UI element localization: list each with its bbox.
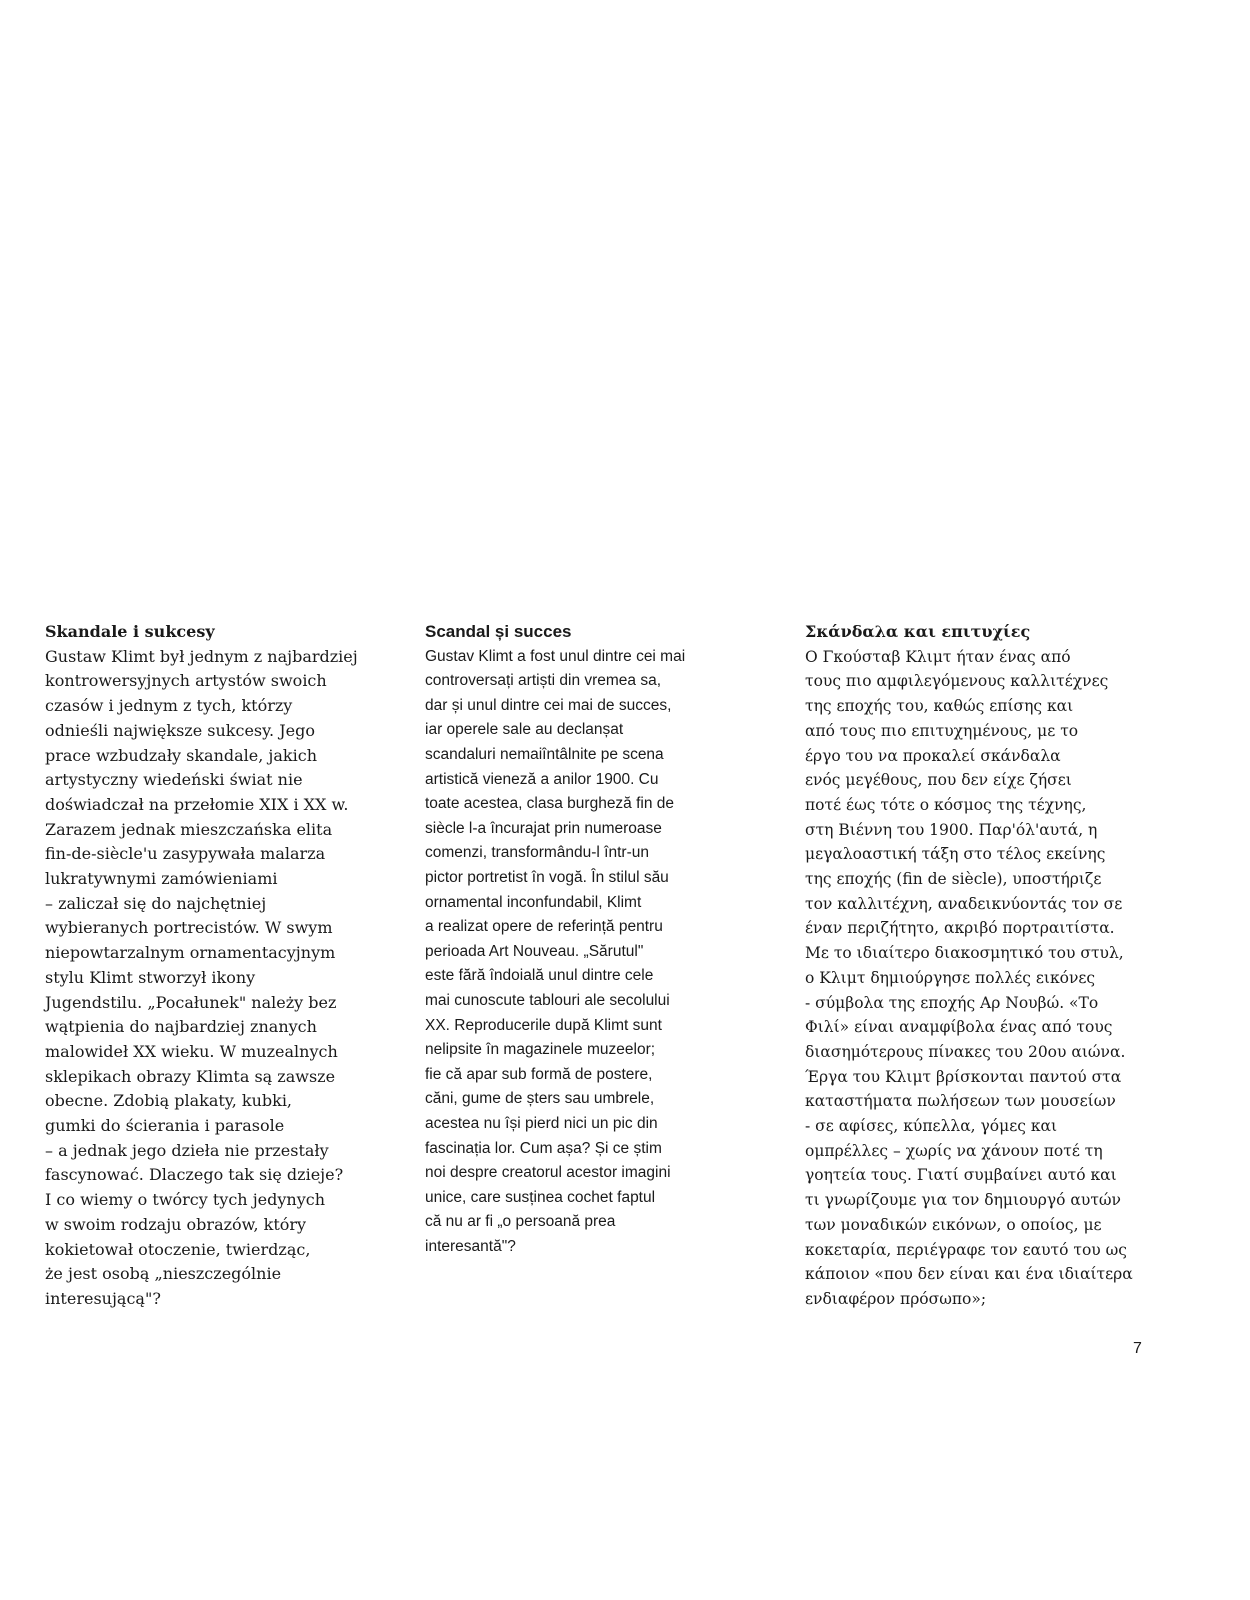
text-line: interesantă"?	[425, 1237, 516, 1255]
text-line: fie că apar sub formă de postere,	[425, 1065, 653, 1083]
text-line: ομπρέλλες – χωρίς να χάνουν ποτέ τη	[805, 1141, 1103, 1160]
body-text-polish	[45, 645, 380, 1312]
heading-polish: Skandale i sukcesy	[45, 622, 215, 641]
text-line: prace wzbudzały skandale, jakich	[45, 745, 318, 765]
text-line: Έργα του Κλιμτ βρίσκονται παντού στα	[805, 1067, 1122, 1086]
text-line: wybieranych portrecistów. W swym	[45, 918, 333, 938]
text-line: ενός μεγέθους, που δεν είχε ζήσει	[805, 771, 1072, 790]
text-line: διασημότερους πίνακες του 20ου αιώνα.	[805, 1042, 1126, 1061]
text-line: nelipsite în magazinele muzeelor;	[425, 1041, 656, 1059]
text-line: wątpienia do najbardziej znanych	[45, 1017, 317, 1037]
text-line: fascinația lor. Cum așa? Și ce știm	[425, 1139, 662, 1157]
column-polish	[45, 620, 380, 1312]
text-line: των μοναδικών εικόνων, ο οποίος, με	[805, 1215, 1102, 1234]
text-line: – zaliczał się do najchętniej	[45, 893, 267, 913]
text-line: gumki do ścierania i parasole	[45, 1116, 285, 1136]
heading-romanian: Scandal și succes	[425, 622, 572, 641]
text-line: unice, care susținea cochet faptul	[425, 1188, 656, 1206]
text-line: iar operele sale au declanșat	[425, 721, 624, 739]
text-line: acestea nu își pierd nici un pic din	[425, 1114, 658, 1132]
text-line: artystyczny wiedeński świat nie	[45, 770, 303, 790]
text-line: καταστήματα πωλήσεων των μουσείων	[805, 1092, 1116, 1111]
text-line: - σύμβολα της εποχής Αρ Νουβώ. «Το	[805, 993, 1099, 1012]
text-line: fascynować. Dlaczego tak się dzieje?	[45, 1165, 344, 1185]
text-line: căni, gume de șters sau umbrele,	[425, 1090, 655, 1108]
text-line: τους πιο αμφιλεγόμενους καλλιτέχνες	[805, 672, 1109, 691]
text-line: obecne. Zdobią plakaty, kubki,	[45, 1091, 293, 1111]
body-text-greek	[805, 645, 1150, 1312]
text-line: fin-de-siècle'u zasypywała malarza	[45, 844, 326, 864]
text-line: XX. Reproducerile după Klimt sunt	[425, 1016, 662, 1034]
text-line: – a jednak jego dzieła nie przestały	[45, 1140, 329, 1160]
text-line: sklepikach obrazy Klimta są zawsze	[45, 1066, 336, 1086]
text-line: noi despre creatorul acestor imagini	[425, 1164, 671, 1182]
text-line: malowideł XX wieku. W muzealnych	[45, 1041, 338, 1061]
text-line: odnieśli największe sukcesy. Jego	[45, 720, 315, 740]
text-line: τι γνωρίζουμε για τον δημιουργό αυτών	[805, 1191, 1121, 1210]
text-line: ο Κλιμτ δημιούργησε πολλές εικόνες	[805, 968, 1096, 987]
text-line: kontrowersyjnych artystów swoich	[45, 671, 327, 691]
text-line: I co wiemy o twórcy tych jedynych	[45, 1190, 326, 1210]
text-line: dar și unul dintre cei mai de succes,	[425, 696, 672, 714]
text-line: interesującą"?	[45, 1288, 161, 1308]
text-line: stylu Klimt stworzył ikony	[45, 967, 256, 987]
page-number: 7	[1133, 1340, 1142, 1357]
text-line: scandaluri nemaiîntâlnite pe scena	[425, 746, 664, 764]
text-line: ποτέ έως τότε ο κόσμος της τέχνης,	[805, 795, 1087, 814]
text-line: toate acestea, clasa burgheză fin de	[425, 795, 675, 813]
text-line: comenzi, transformându-l într-un	[425, 844, 649, 862]
text-line: από τους πιο επιτυχημένους, με το	[805, 721, 1079, 740]
text-line: niepowtarzalnym ornamentacyjnym	[45, 943, 336, 963]
text-line: Zarazem jednak mieszczańska elita	[45, 819, 333, 839]
text-line: της εποχής του, καθώς επίσης και	[805, 697, 1074, 716]
text-line: w swoim rodzaju obrazów, który	[45, 1214, 307, 1234]
text-line: czasów i jednym z tych, którzy	[45, 696, 293, 716]
text-line: έργο του να προκαλεί σκάνδαλα	[805, 746, 1061, 765]
text-line: γοητεία τους. Γιατί συμβαίνει αυτό και	[805, 1166, 1117, 1185]
text-line: mai cunoscute tablouri ale secolului	[425, 992, 670, 1010]
text-line: że jest osobą „nieszczególnie	[45, 1264, 282, 1284]
text-line: κοκεταρία, περιέγραφε τον εαυτό του ως	[805, 1240, 1127, 1259]
text-line: este fără îndoială unul dintre cele	[425, 967, 654, 985]
text-line: pictor portretist în vogă. În stilul său	[425, 869, 669, 887]
text-line: doświadczał na przełomie XIX i XX w.	[45, 794, 349, 814]
text-line: că nu ar fi „o persoană prea	[425, 1213, 616, 1231]
text-line: Φιλί» είναι αναμφίβολα ένας από τους	[805, 1018, 1113, 1037]
text-line: ενδιαφέρον πρόσωπο»;	[805, 1289, 987, 1308]
text-line: τον καλλιτέχνη, αναδεικνύοντάς τον σε	[805, 894, 1123, 913]
body-text-romanian	[425, 645, 745, 1260]
text-line: μεγαλοαστική τάξη στο τέλος εκείνης	[805, 845, 1106, 864]
text-line: perioada Art Nouveau. „Sărutul"	[425, 942, 644, 960]
text-line: έναν περιζήτητο, ακριβό πορτραιτίστα.	[805, 919, 1115, 938]
text-line: Gustaw Klimt był jednym z najbardziej	[45, 646, 358, 666]
text-line: ornamental inconfundabil, Klimt	[425, 893, 642, 911]
text-line: της εποχής (fin de siècle), υποστήριζε	[805, 870, 1102, 889]
text-line: lukratywnymi zamówieniami	[45, 869, 278, 889]
text-line: kokietował otoczenie, twierdząc,	[45, 1239, 311, 1259]
column-greek	[805, 620, 1150, 1312]
column-romanian	[425, 620, 745, 1260]
text-line: controversați artiști din vremea sa,	[425, 672, 662, 690]
text-line: a realizat opere de referință pentru	[425, 918, 663, 936]
text-line: artistică vieneză a anilor 1900. Cu	[425, 770, 659, 788]
text-line: στη Βιέννη του 1900. Παρ'όλ'αυτά, η	[805, 820, 1098, 839]
text-line: siècle l-a încurajat prin numeroase	[425, 819, 662, 837]
text-line: Gustav Klimt a fost unul dintre cei mai	[425, 647, 686, 665]
text-line: Με το ιδιαίτερο διακοσμητικό του στυλ,	[805, 944, 1124, 963]
text-line: κάποιον «που δεν είναι και ένα ιδιαίτερα	[805, 1265, 1133, 1284]
heading-greek: Σκάνδαλα και επιτυχίες	[805, 622, 1031, 641]
text-line: Jugendstilu. „Pocałunek" należy bez	[45, 992, 337, 1012]
text-line: Ο Γκούσταβ Κλιμτ ήταν ένας από	[805, 647, 1071, 666]
text-line: - σε αφίσες, κύπελλα, γόμες και	[805, 1117, 1058, 1136]
